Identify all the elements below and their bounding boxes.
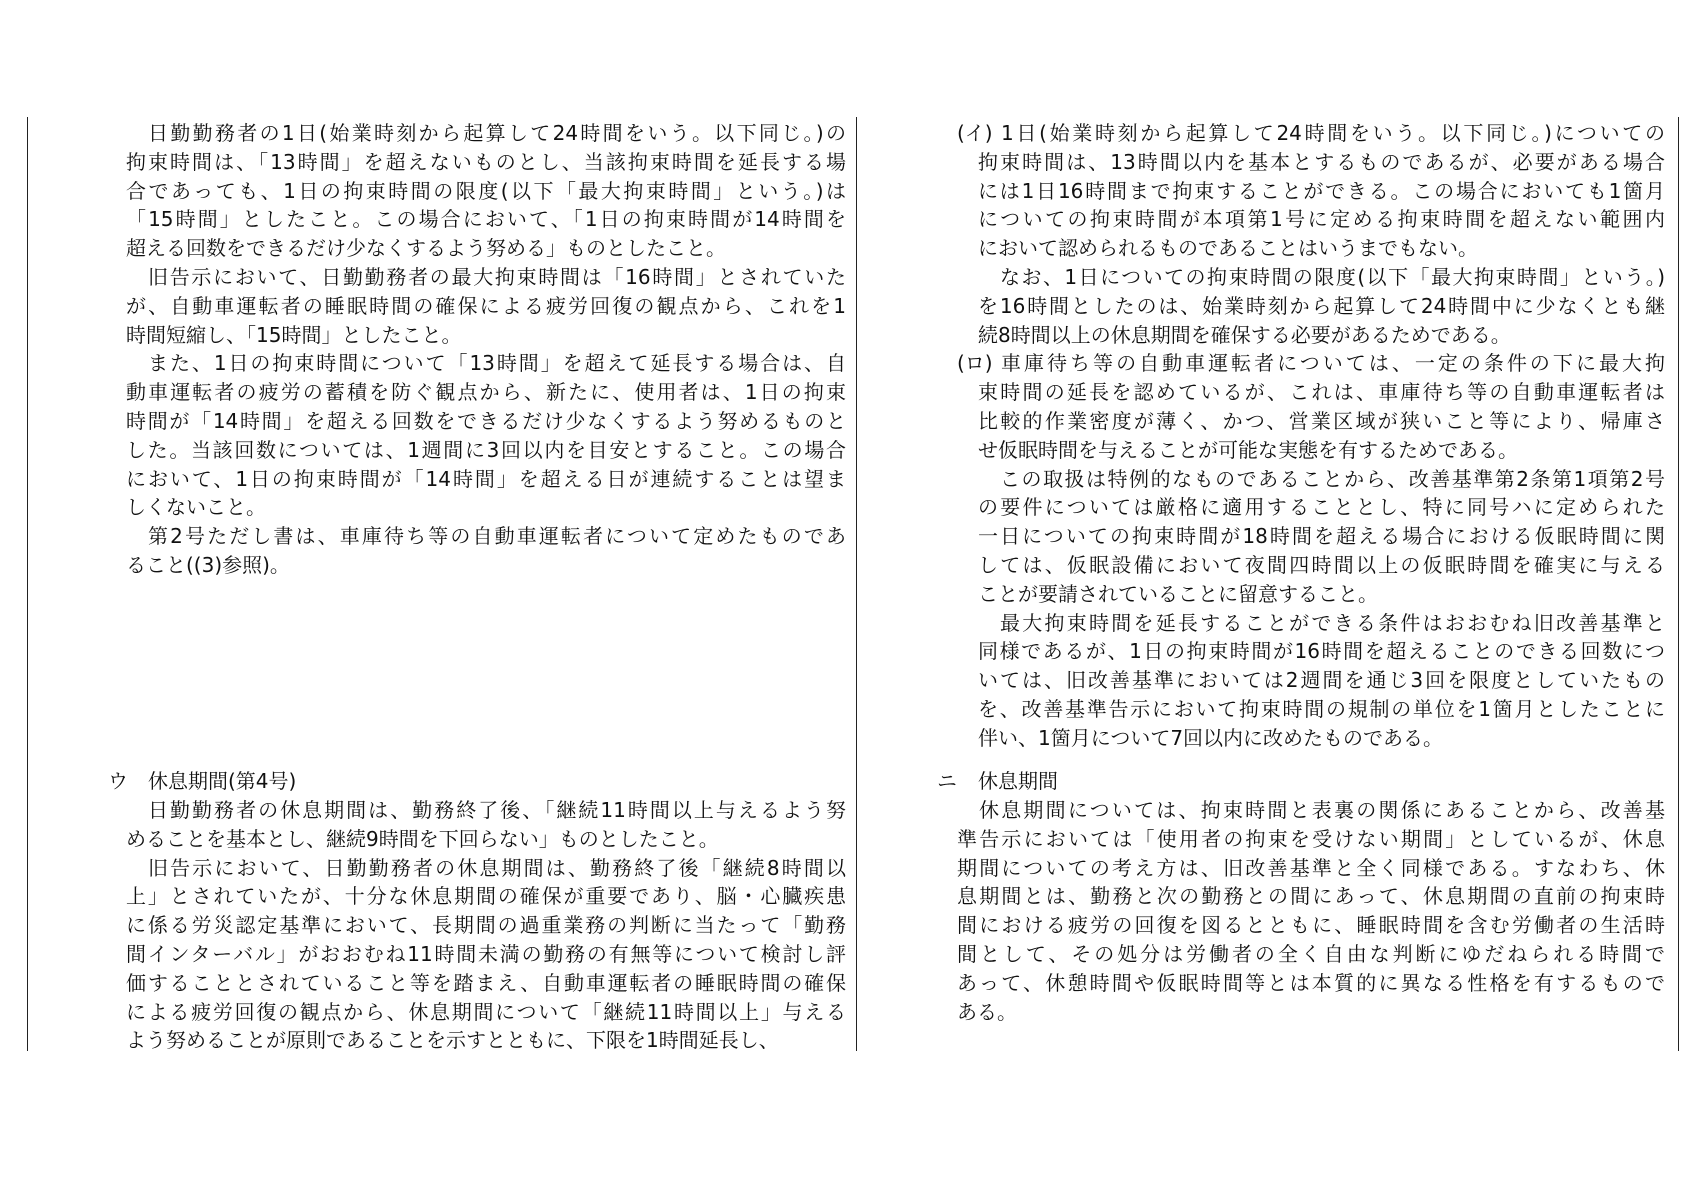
paragraph-line: 時間が「14時間」を超える回数をできるだけ少なくするよう努めるものと xyxy=(126,408,846,433)
paragraph-line: が、自動車運転者の睡眠時間の確保による疲労回復の観点から、これを1 xyxy=(126,293,846,318)
left-bottom-text xyxy=(126,796,846,1055)
item-label: (イ) xyxy=(957,121,993,145)
paragraph-line: 期間についての考え方は、旧改善基準と全く同様である。すなわち、休 xyxy=(957,855,1665,880)
paragraph-line: において認められるものであることはいうまでもない。 xyxy=(978,236,1478,261)
section-label-ni: ニ xyxy=(937,769,957,793)
paragraph-line: 続8時間以上の休息期間を確保する必要があるためである。 xyxy=(978,322,1511,347)
paragraph-line: 一日についての拘束時間が18時間を超える場合における仮眠時間に関 xyxy=(978,524,1665,549)
right-margin-rule xyxy=(1678,117,1679,1051)
paragraph-line: ること((3)参照)。 xyxy=(126,552,290,577)
paragraph-line: 準告示においては「使用者の拘束を受けない期間」としているが、休息 xyxy=(957,826,1665,851)
item-label: (ロ) xyxy=(957,351,993,376)
paragraph-line: ある。 xyxy=(957,999,1017,1024)
paragraph-line: せ仮眠時間を与えることが可能な実態を有するためである。 xyxy=(978,437,1518,462)
section-label-u: ウ xyxy=(108,769,128,793)
paragraph-line: 上」とされていたが、十分な休息期間の確保が重要であり、脳・心臓疾患 xyxy=(126,884,846,909)
paragraph-line: しくないこと。 xyxy=(126,495,266,520)
paragraph-line: 間における疲労の回復を図るとともに、睡眠時間を含む労働者の生活時 xyxy=(957,913,1665,938)
paragraph-line: 比較的作業密度が薄く、かつ、営業区域が狭いこと等により、帰庫さ xyxy=(978,408,1665,433)
paragraph-line: 同様であるが、1日の拘束時間が16時間を超えることのできる回数につ xyxy=(978,639,1665,664)
paragraph-line: 旧告示において、日勤勤務者の休息期間は、勤務終了後「継続8時間以 xyxy=(148,855,846,880)
paragraph-line: に係る労災認定基準において、長期間の過重業務の判断に当たって「勤務 xyxy=(126,913,846,938)
paragraph-line: ことが要請されていることに留意すること。 xyxy=(978,581,1378,606)
paragraph-line: 束時間の延長を認めているが、これは、車庫待ち等の自動車運転者は xyxy=(978,380,1665,405)
paragraph-line: めることを基本とし、継続9時間を下回らない」ものとしたこと。 xyxy=(126,826,719,851)
paragraph-line: 拘束時間は、13時間以内を基本とするものであるが、必要がある場合 xyxy=(978,149,1665,174)
paragraph-line: 伴い、1箇月について7回以内に改めたものである。 xyxy=(978,725,1444,750)
paragraph-line: 日勤勤務者の休息期間は、勤務終了後、「継続11時間以上与えるよう努 xyxy=(148,798,846,822)
paragraph-line: 時間短縮し、「15時間」としたこと。 xyxy=(126,322,462,347)
paragraph-line: 旧告示において、日勤勤務者の最大拘束時間は「16時間」とされていた xyxy=(148,264,846,289)
paragraph-line: 価することとされていること等を踏まえ、自動車運転者の睡眠時間の確保 xyxy=(126,970,846,995)
left-top-text xyxy=(126,119,846,580)
paragraph-line: した。当該回数については、1週間に3回以内を目安とすること。この場合 xyxy=(126,437,846,462)
paragraph-line: 拘束時間は、「13時間」を超えないものとし、当該拘束時間を延長する場 xyxy=(126,149,846,174)
paragraph-line: による疲労回復の観点から、休息期間について「継続11時間以上」与える xyxy=(126,999,846,1024)
paragraph-line: 合であっても、1日の拘束時間の限度(以下「最大拘束時間」という。)は xyxy=(126,178,846,203)
paragraph-line: 「15時間」としたこと。この場合において、「1日の拘束時間が14時間を xyxy=(126,207,846,232)
left-margin-rule xyxy=(27,117,28,1051)
right-bottom-text xyxy=(957,796,1665,1026)
section-title-rest-period: 休息期間 xyxy=(978,769,1058,793)
paragraph-line: 車庫待ち等の自動車運転者については、一定の条件の下に最大拘 xyxy=(1001,351,1665,376)
paragraph-line: 1日(始業時刻から起算して24時間をいう。以下同じ。)についての xyxy=(1001,121,1665,145)
list-item xyxy=(957,119,1665,349)
paragraph-line: の要件については厳格に適用することとし、特に同号ハに定められた xyxy=(978,495,1665,520)
paragraph-line: を、改善基準告示において拘束時間の規制の単位を1箇月としたことに xyxy=(978,696,1665,721)
list-item xyxy=(957,349,1665,752)
paragraph-line: しては、仮眠設備において夜間四時間以上の仮眠時間を確実に与える xyxy=(978,552,1665,577)
paragraph-line: 休息期間については、拘束時間と表裏の関係にあることから、改善基 xyxy=(979,798,1665,822)
center-column-rule xyxy=(856,117,857,1051)
paragraph-line: には1日16時間まで拘束することができる。この場合においても1箇月 xyxy=(978,178,1665,203)
paragraph-line: 間インターバル」がおおむね11時間未満の勤務の有無等について検討し評 xyxy=(126,941,846,966)
paragraph-line: 動車運転者の疲労の蓄積を防ぐ観点から、新たに、使用者は、1日の拘束 xyxy=(126,380,846,405)
paragraph-line: 間として、その処分は労働者の全く自由な判断にゆだねられる時間で xyxy=(957,941,1665,966)
paragraph-line: を16時間としたのは、始業時刻から起算して24時間中に少なくとも継 xyxy=(978,293,1665,318)
paragraph-line: 日勤勤務者の1日(始業時刻から起算して24時間をいう。以下同じ。)の xyxy=(148,121,846,145)
paragraph-line: についての拘束時間が本項第1号に定める拘束時間を超えない範囲内 xyxy=(978,207,1665,232)
paragraph-line: 超える回数をできるだけ少なくするよう努める」ものとしたこと。 xyxy=(126,236,726,261)
paragraph-line: よう努めることが原則であることを示すとともに、下限を1時間延長し、 xyxy=(126,1028,779,1053)
paragraph-line: また、1日の拘束時間について「13時間」を超えて延長する場合は、自 xyxy=(148,351,846,376)
paragraph-line: この取扱は特例的なものであることから、改善基準第2条第1項第2号 xyxy=(1000,466,1665,491)
right-top-text xyxy=(957,119,1665,753)
paragraph-line: あって、休憩時間や仮眠時間等とは本質的に異なる性格を有するもので xyxy=(957,970,1665,995)
paragraph-line: 最大拘束時間を延長することができる条件はおおむね旧改善基準と xyxy=(1000,610,1665,635)
paragraph-line: 息期間とは、勤務と次の勤務との間にあって、休息期間の直前の拘束時 xyxy=(957,884,1665,909)
paragraph-line: 第2号ただし書は、車庫待ち等の自動車運転者について定めたものであ xyxy=(148,524,846,549)
paragraph-line: いては、旧改善基準においては2週間を通じ3回を限度としていたもの xyxy=(978,668,1665,693)
paragraph-line: なお、1日についての拘束時間の限度(以下「最大拘束時間」という。) xyxy=(1000,264,1665,289)
paragraph-line: において、1日の拘束時間が「14時間」を超える日が連続することは望ま xyxy=(126,466,846,491)
section-title-rest-period-no4: 休息期間(第4号) xyxy=(148,769,297,793)
